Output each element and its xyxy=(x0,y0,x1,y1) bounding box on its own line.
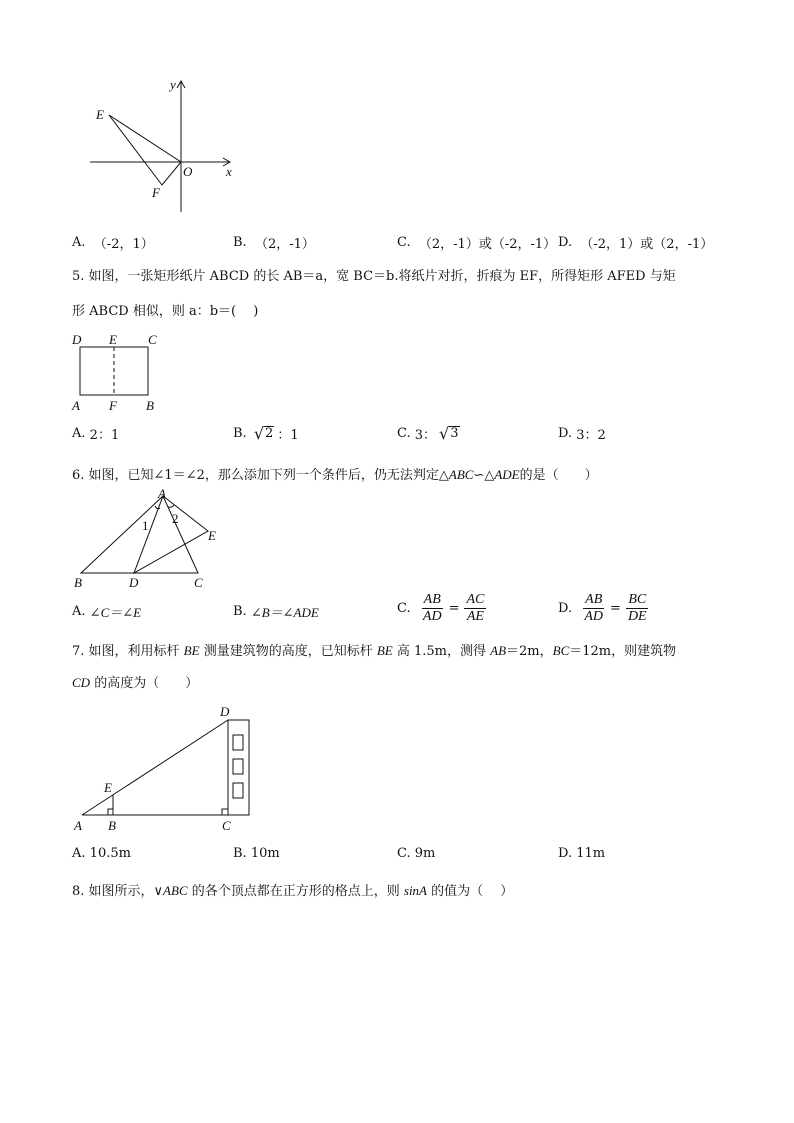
radical-sign: √ xyxy=(253,423,265,443)
label-d: D xyxy=(72,332,82,347)
label-e: E xyxy=(104,780,112,795)
q7-math: CD xyxy=(72,675,91,690)
q7-options xyxy=(0,846,794,876)
option-text: ∠B＝∠ADE xyxy=(250,605,319,620)
label-a: A xyxy=(158,486,166,501)
option-letter: A. xyxy=(72,846,86,861)
q6-option-d[interactable] xyxy=(558,592,651,625)
option-text: ∠C＝∠E xyxy=(89,605,142,620)
q6-options xyxy=(0,592,794,632)
option-text: 2：1 xyxy=(89,428,120,443)
right-angle-c xyxy=(222,809,228,815)
numerator: AB xyxy=(422,592,443,609)
q6-stem-post: 的是（ ） xyxy=(519,468,598,483)
q5-option-b[interactable] xyxy=(233,424,299,443)
q7-text: 高 1.5m，测得 xyxy=(392,644,491,659)
q7-option-b[interactable] xyxy=(233,846,280,861)
q8-stem xyxy=(72,880,513,899)
q7-math: BC xyxy=(552,643,570,658)
building-window-3 xyxy=(233,783,243,798)
label-1: 1 xyxy=(142,518,149,533)
triangle-abc xyxy=(81,496,198,573)
label-a: A xyxy=(74,818,82,833)
option-letter: B. xyxy=(233,235,247,250)
label-x: x xyxy=(226,164,232,179)
right-angle-b xyxy=(108,809,113,815)
option-letter: C. xyxy=(397,846,411,861)
label-e: E xyxy=(208,528,216,543)
label-b: B xyxy=(74,575,82,590)
fraction-ac-ae xyxy=(464,592,486,625)
q6-option-a[interactable] xyxy=(72,602,141,621)
q6-stem-pre: 6. 如图，已知∠1＝∠2，那么添加下列一个条件后，仍无法判定 xyxy=(72,468,439,483)
building-window-2 xyxy=(233,759,243,774)
option-text: 3： xyxy=(414,428,437,443)
q5-figure xyxy=(68,330,178,415)
fraction-bc-de xyxy=(626,592,649,625)
q7-stem-line1 xyxy=(72,640,676,659)
option-text: 10.5m xyxy=(89,846,131,861)
option-letter: D. xyxy=(558,235,573,250)
label-2: 2 xyxy=(172,511,179,526)
q5-option-a[interactable] xyxy=(72,424,119,443)
q4-options xyxy=(0,233,794,263)
q5-options xyxy=(0,424,794,454)
sqrt-expression xyxy=(439,423,459,443)
q5-option-d[interactable] xyxy=(558,424,606,443)
option-text: （2，-1）或（-2，-1） xyxy=(418,237,557,252)
q7-text: ＝12m，则建筑物 xyxy=(569,644,677,659)
q6-figure xyxy=(68,486,238,591)
q7-option-a[interactable] xyxy=(72,846,131,861)
q7-math: BE xyxy=(183,643,200,658)
label-b: B xyxy=(146,398,154,413)
label-a: A xyxy=(72,398,80,413)
label-o: O xyxy=(183,164,193,179)
label-c: C xyxy=(194,575,203,590)
option-letter: A. xyxy=(72,235,86,250)
radicand: 3 xyxy=(450,426,459,442)
q7-text: 的高度为（ ） xyxy=(90,676,199,691)
denominator: AE xyxy=(466,609,484,625)
option-letter: C. xyxy=(397,426,411,441)
q5-stem-line2: 形 ABCD 相似，则 a：b＝( ) xyxy=(72,304,259,319)
fraction-ab-ad xyxy=(582,592,605,625)
label-c: C xyxy=(148,332,157,347)
q5-stem-line1: 5. 如图，一张矩形纸片 ABCD 的长 AB＝a，宽 BC＝b.将纸片对折，折痕为 EF，所得矩形 AFED 与矩 xyxy=(72,269,676,284)
sqrt-expression xyxy=(253,423,274,443)
label-e: E xyxy=(96,107,104,122)
option-text: ：1 xyxy=(277,428,299,443)
label-b: B xyxy=(108,818,116,833)
q5-option-c[interactable] xyxy=(397,424,463,443)
option-letter: B. xyxy=(233,846,247,861)
q6-option-c[interactable] xyxy=(397,592,488,625)
q7-text: 测量建筑物的高度，已知标杆 xyxy=(199,644,377,659)
option-letter: D. xyxy=(558,601,573,617)
option-text: （-2，1）或（2，-1） xyxy=(580,237,714,252)
q4-option-d[interactable] xyxy=(558,233,713,252)
q4-option-c[interactable] xyxy=(397,233,556,252)
q7-math: BE xyxy=(376,643,393,658)
option-text: （2，-1） xyxy=(254,237,315,252)
denominator: AD xyxy=(584,609,604,625)
q4-option-b[interactable] xyxy=(233,233,315,252)
q7-stem-line2 xyxy=(72,672,198,691)
label-e: E xyxy=(109,332,117,347)
radical-sign: √ xyxy=(439,423,450,443)
option-letter: B. xyxy=(233,604,247,619)
q4-figure xyxy=(80,75,250,220)
q4-option-a[interactable] xyxy=(72,233,154,252)
option-text: 11m xyxy=(576,846,606,861)
option-letter: B. xyxy=(233,426,247,441)
building-cd xyxy=(228,720,249,815)
q7-text: 7. 如图，利用标杆 xyxy=(72,644,184,659)
option-letter: D. xyxy=(558,426,573,441)
q6-option-b[interactable] xyxy=(233,602,319,621)
q8-text: 的各个顶点都在正方形的格点上，则 xyxy=(187,884,404,899)
option-letter: A. xyxy=(72,426,86,441)
numerator: AB xyxy=(583,592,604,609)
angle-2-arc xyxy=(168,505,174,507)
radicand: 2 xyxy=(265,426,274,442)
q7-math: AB xyxy=(490,643,507,658)
q6-stem xyxy=(72,464,598,483)
denominator: DE xyxy=(627,609,647,625)
triangle-eof xyxy=(109,115,181,185)
q8-math: ∨ABC xyxy=(153,883,188,898)
label-c: C xyxy=(222,818,231,833)
label-y: y xyxy=(170,77,176,92)
q7-option-c[interactable] xyxy=(397,846,435,861)
label-d: D xyxy=(129,575,139,590)
option-letter: D. xyxy=(558,846,573,861)
label-f: F xyxy=(109,398,117,413)
sight-line-ad xyxy=(82,720,228,815)
denominator: AD xyxy=(422,609,442,625)
option-text: 9m xyxy=(414,846,436,861)
option-letter: C. xyxy=(397,601,411,617)
q8-math: sinA xyxy=(403,883,428,898)
label-d: D xyxy=(220,704,230,719)
numerator: AC xyxy=(464,592,486,609)
option-text: 3：2 xyxy=(576,428,606,443)
q8-text: 的值为（ ） xyxy=(427,884,514,899)
option-letter: A. xyxy=(72,604,86,619)
q8-text: 8. 如图所示， xyxy=(72,884,154,899)
option-letter: C. xyxy=(397,235,411,250)
option-text: （-2，1） xyxy=(93,237,154,252)
building-window-1 xyxy=(233,735,243,750)
q7-figure xyxy=(68,702,268,837)
fraction-ab-ad xyxy=(421,592,444,625)
q7-text: ＝2m， xyxy=(506,644,553,659)
numerator: BC xyxy=(626,592,648,609)
q6-stem-math: △ABC∽△ADE xyxy=(438,467,520,482)
option-text: 10m xyxy=(250,846,280,861)
equals-sign: = xyxy=(610,601,621,617)
label-f: F xyxy=(152,185,160,200)
q7-option-d[interactable] xyxy=(558,846,605,861)
equals-sign: = xyxy=(448,601,460,617)
